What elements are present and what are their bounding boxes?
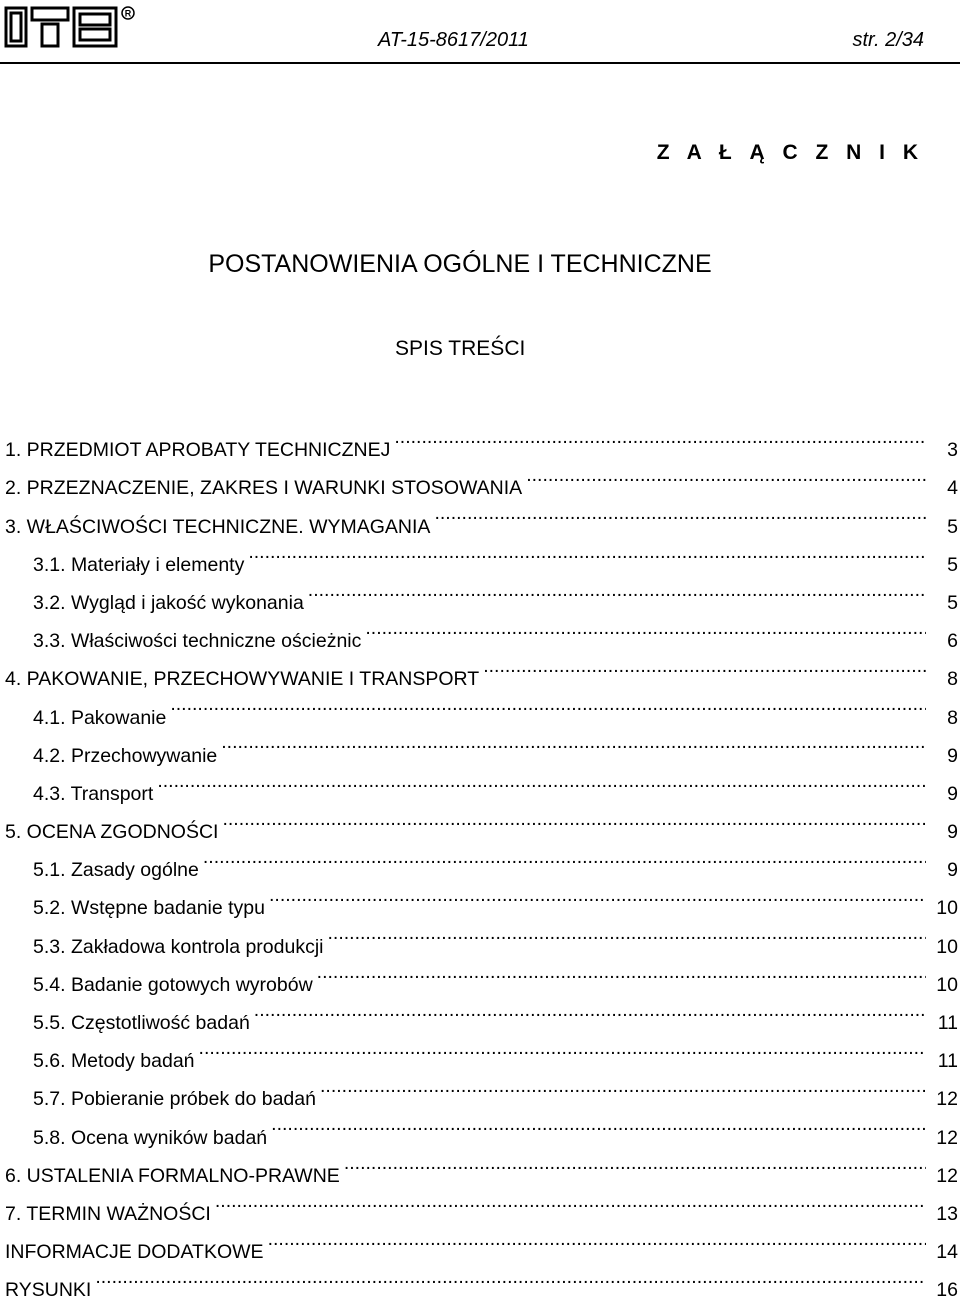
toc-entry-label: INFORMACJE DODATKOWE bbox=[5, 1241, 264, 1264]
dot-leader bbox=[199, 1029, 926, 1067]
dot-leader bbox=[394, 418, 926, 456]
toc-entry-page: 5 bbox=[947, 553, 958, 576]
dot-leader bbox=[271, 1105, 926, 1143]
toc-entry-page: 9 bbox=[947, 744, 958, 767]
dot-leader bbox=[157, 762, 926, 800]
toc-entry-page: 4 bbox=[947, 477, 958, 500]
itb-logo bbox=[4, 4, 136, 48]
dot-leader bbox=[254, 991, 926, 1029]
toc-entry-label: 4.1. Pakowanie bbox=[33, 706, 167, 729]
toc-entry-label: 5.8. Ocena wyników badań bbox=[33, 1126, 268, 1149]
toc-entry-page: 11 bbox=[937, 1050, 958, 1073]
table-of-contents bbox=[5, 418, 958, 1302]
dot-leader bbox=[320, 1067, 926, 1105]
toc-entry-page: 8 bbox=[947, 668, 958, 691]
header-rule bbox=[0, 62, 960, 64]
toc-entry-page: 13 bbox=[936, 1202, 958, 1225]
page-number: str. 2/34 bbox=[852, 29, 924, 51]
dot-leader bbox=[248, 533, 926, 571]
toc-entry-label: 3.2. Wygląd i jakość wykonania bbox=[33, 591, 304, 614]
toc-entry-page: 8 bbox=[947, 706, 958, 729]
toc-entry-label: 3.1. Materiały i elementy bbox=[33, 553, 245, 576]
toc-entry-label: 5.1. Zasady ogólne bbox=[33, 859, 199, 882]
dot-leader bbox=[203, 838, 926, 876]
toc-entry-page: 9 bbox=[947, 782, 958, 805]
toc-entry-page: 14 bbox=[936, 1241, 958, 1264]
toc-entry-page: 16 bbox=[936, 1279, 958, 1302]
toc-entry-page: 10 bbox=[936, 935, 958, 958]
toc-entry-label: 5. OCENA ZGODNOŚCI bbox=[5, 821, 219, 844]
toc-entry-label: 5.2. Wstępne badanie typu bbox=[33, 897, 265, 920]
dot-leader bbox=[344, 1144, 926, 1182]
toc-entry-label: 7. TERMIN WAŻNOŚCI bbox=[5, 1202, 211, 1225]
toc-entry-label: 5.4. Badanie gotowych wyrobów bbox=[33, 973, 313, 996]
document-number: AT-15-8617/2011 bbox=[378, 29, 529, 51]
toc-entry-page: 9 bbox=[947, 859, 958, 882]
toc-entry-label: 2. PRZEZNACZENIE, ZAKRES I WARUNKI STOSOWANIA bbox=[5, 477, 523, 500]
dot-leader bbox=[328, 914, 927, 952]
annex-heading: Z A Ł Ą C Z N I K bbox=[656, 141, 924, 164]
toc-heading: SPIS TREŚCI bbox=[395, 337, 526, 360]
toc-entry-page: 6 bbox=[947, 630, 958, 653]
dot-leader bbox=[317, 953, 926, 991]
toc-entry-page: 12 bbox=[936, 1088, 958, 1111]
toc-entry-label: 5.7. Pobieranie próbek do badań bbox=[33, 1088, 316, 1111]
toc-entry-page: 10 bbox=[936, 897, 958, 920]
toc-entry[interactable] bbox=[5, 1258, 958, 1302]
toc-entry[interactable] bbox=[5, 418, 958, 462]
dot-leader bbox=[222, 800, 926, 838]
toc-entry-label: 5.3. Zakładowa kontrola produkcji bbox=[33, 935, 324, 958]
toc-entry-label: 5.5. Częstotliwość badań bbox=[33, 1012, 250, 1034]
dot-leader bbox=[483, 647, 926, 685]
svg-text:R: R bbox=[124, 8, 132, 19]
toc-entry-label: 3. WŁAŚCIWOŚCI TECHNICZNE. WYMAGANIA bbox=[5, 515, 431, 538]
toc-entry-label: 5.6. Metody badań bbox=[33, 1050, 195, 1073]
dot-leader bbox=[434, 494, 926, 532]
dot-leader bbox=[221, 724, 926, 762]
toc-entry-page: 11 bbox=[937, 1012, 958, 1034]
dot-leader bbox=[215, 1182, 926, 1220]
toc-entry-page: 10 bbox=[936, 973, 958, 996]
dot-leader bbox=[308, 571, 926, 609]
document-title: POSTANOWIENIA OGÓLNE I TECHNICZNE bbox=[208, 250, 712, 278]
toc-entry-label: 4. PAKOWANIE, PRZECHOWYWANIE I TRANSPORT bbox=[5, 668, 480, 691]
toc-entry-label: RYSUNKI bbox=[5, 1279, 92, 1302]
toc-entry-page: 9 bbox=[947, 821, 958, 844]
toc-entry-page: 5 bbox=[947, 515, 958, 538]
toc-entry-page: 3 bbox=[947, 439, 958, 462]
toc-entry-page: 12 bbox=[936, 1126, 958, 1149]
dot-leader bbox=[268, 1220, 926, 1258]
dot-leader bbox=[526, 456, 926, 494]
toc-entry-label: 1. PRZEDMIOT APROBATY TECHNICZNEJ bbox=[5, 439, 391, 462]
toc-entry-page: 5 bbox=[947, 591, 958, 614]
dot-leader bbox=[95, 1258, 926, 1296]
toc-entry-label: 4.2. Przechowywanie bbox=[33, 744, 218, 767]
toc-entry-label: 3.3. Właściwości techniczne ościeżnic bbox=[33, 630, 362, 653]
dot-leader bbox=[365, 609, 926, 647]
toc-entry-page: 12 bbox=[936, 1164, 958, 1187]
toc-entry-label: 4.3. Transport bbox=[33, 782, 154, 805]
dot-leader bbox=[269, 876, 926, 914]
dot-leader bbox=[170, 685, 926, 723]
toc-entry-label: 6. USTALENIA FORMALNO-PRAWNE bbox=[5, 1164, 340, 1187]
